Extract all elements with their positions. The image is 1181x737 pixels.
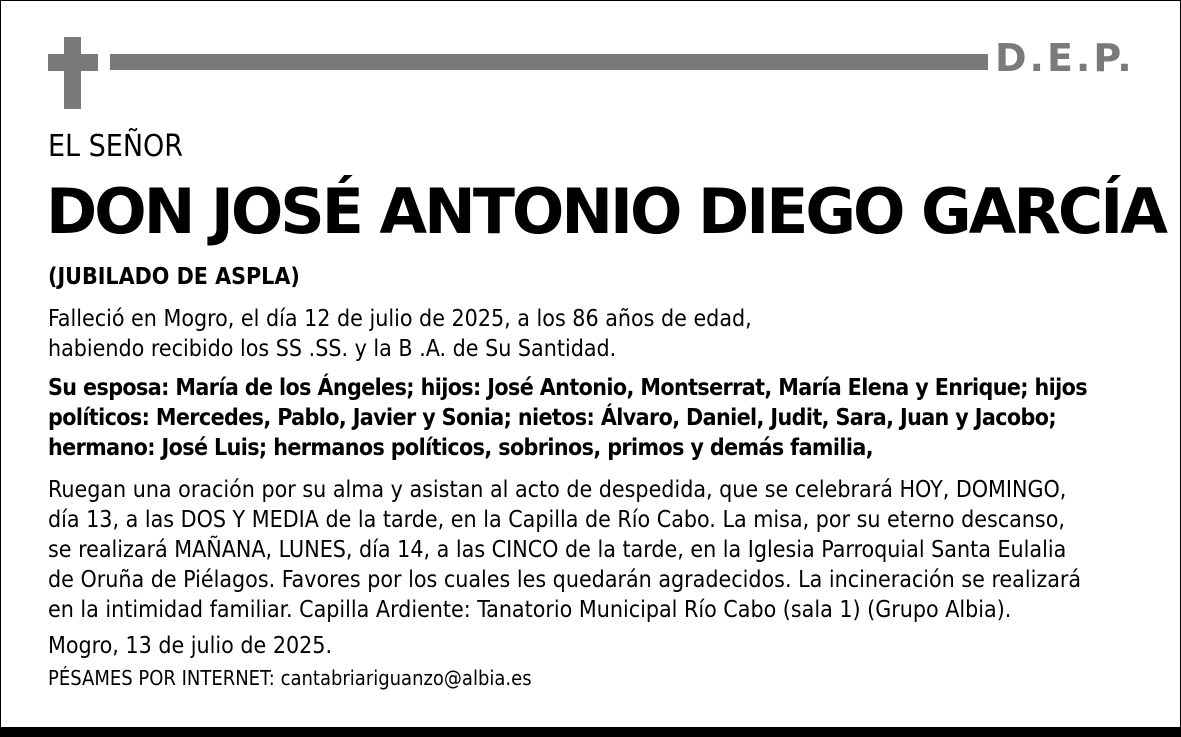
condolences-contact: PÉSAMES POR INTERNET: cantabriariguanzo@albia.es [48,666,532,690]
place-date: Mogro, 13 de julio de 2025. [48,633,333,659]
text-line: de Oruña de Piélagos. Favores por los cuales les quedarán agradecidos. La incineración se realizará [48,567,1082,593]
death-notice [48,304,752,364]
text-line: se realizará MAÑANA, LUNES, día 14, a las CINCO de la tarde, en la Iglesia Parroquial Santa Eulalia [48,537,1067,563]
text-line: hermano: José Luis; hermanos políticos, sobrinos, primos y demás familia, [48,435,873,461]
deceased-name: DON JOSÉ ANTONIO DIEGO GARCÍA [46,175,1165,248]
text-line: Ruegan una oración por su alma y asistan al acto de despedida, que se celebrará HOY, DOMINGO, [48,477,1067,503]
family-list [48,373,1087,463]
bottom-border [0,727,1181,737]
occupation: (JUBILADO DE ASPLA) [48,264,300,290]
ceremony-details [48,475,1081,625]
dep-label: D.E.P. [995,36,1135,80]
text-line: día 13, a las DOS Y MEDIA de la tarde, en la Capilla de Río Cabo. La misa, por su eterno descanso, [48,507,1065,533]
text-line: en la intimidad familiar. Capilla Ardiente: Tanatorio Municipal Río Cabo (sala 1) (Grupo Albia). [48,597,1012,623]
text-line: Falleció en Mogro, el día 12 de julio de 2025, a los 86 años de edad, [48,306,752,332]
cross-icon [48,37,98,109]
text-line: habiendo recibido los SS .SS. y la B .A. de Su Santidad. [48,336,617,362]
text-line: políticos: Mercedes, Pablo, Javier y Sonia; nietos: Álvaro, Daniel, Judit, Sara, Juan y Jacobo; [48,405,1057,431]
honorific-title: EL SEÑOR [48,129,184,164]
header-rule [110,54,988,70]
text-line: Su esposa: María de los Ángeles; hijos: José Antonio, Montserrat, María Elena y Enrique; hijos [48,375,1087,401]
